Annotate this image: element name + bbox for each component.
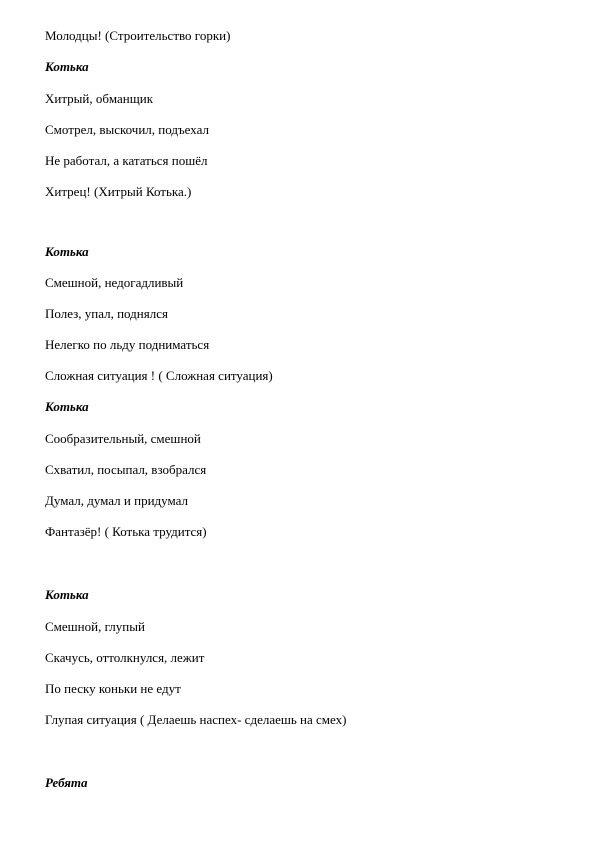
text-line: Хитрый, обманщик bbox=[45, 91, 154, 106]
text-line: Молодцы! (Строительство горки) bbox=[45, 28, 231, 43]
section-heading: Котька bbox=[45, 244, 89, 259]
text-line: По песку коньки не едут bbox=[45, 681, 181, 696]
text-line: Полез, упал, поднялся bbox=[45, 306, 168, 321]
section-heading: Котька bbox=[45, 59, 89, 74]
section-heading: Ребята bbox=[45, 775, 88, 790]
text-line: Хитрец! (Хитрый Котька.) bbox=[45, 184, 192, 199]
text-line: Схватил, посыпал, взобрался bbox=[45, 462, 207, 477]
text-line: Сложная ситуация ! ( Сложная ситуация) bbox=[45, 368, 273, 383]
text-line: Скачусь, оттолкнулся, лежит bbox=[45, 650, 205, 665]
text-line: Фантазёр! ( Котька трудится) bbox=[45, 524, 207, 539]
text-line: Думал, думал и придумал bbox=[45, 493, 188, 508]
text-line: Смотрел, выскочил, подъехал bbox=[45, 122, 209, 137]
text-line: Глупая ситуация ( Делаешь наспех- сделаешь на смех) bbox=[45, 712, 347, 727]
text-line: Нелегко по льду подниматься bbox=[45, 337, 210, 352]
text-line: Смешной, недогадливый bbox=[45, 275, 184, 290]
section-heading: Котька bbox=[45, 399, 89, 414]
text-line: Смешной, глупый bbox=[45, 619, 145, 634]
section-heading: Котька bbox=[45, 587, 89, 602]
text-line: Не работал, а кататься пошёл bbox=[45, 153, 208, 168]
text-line: Сообразительный, смешной bbox=[45, 431, 201, 446]
